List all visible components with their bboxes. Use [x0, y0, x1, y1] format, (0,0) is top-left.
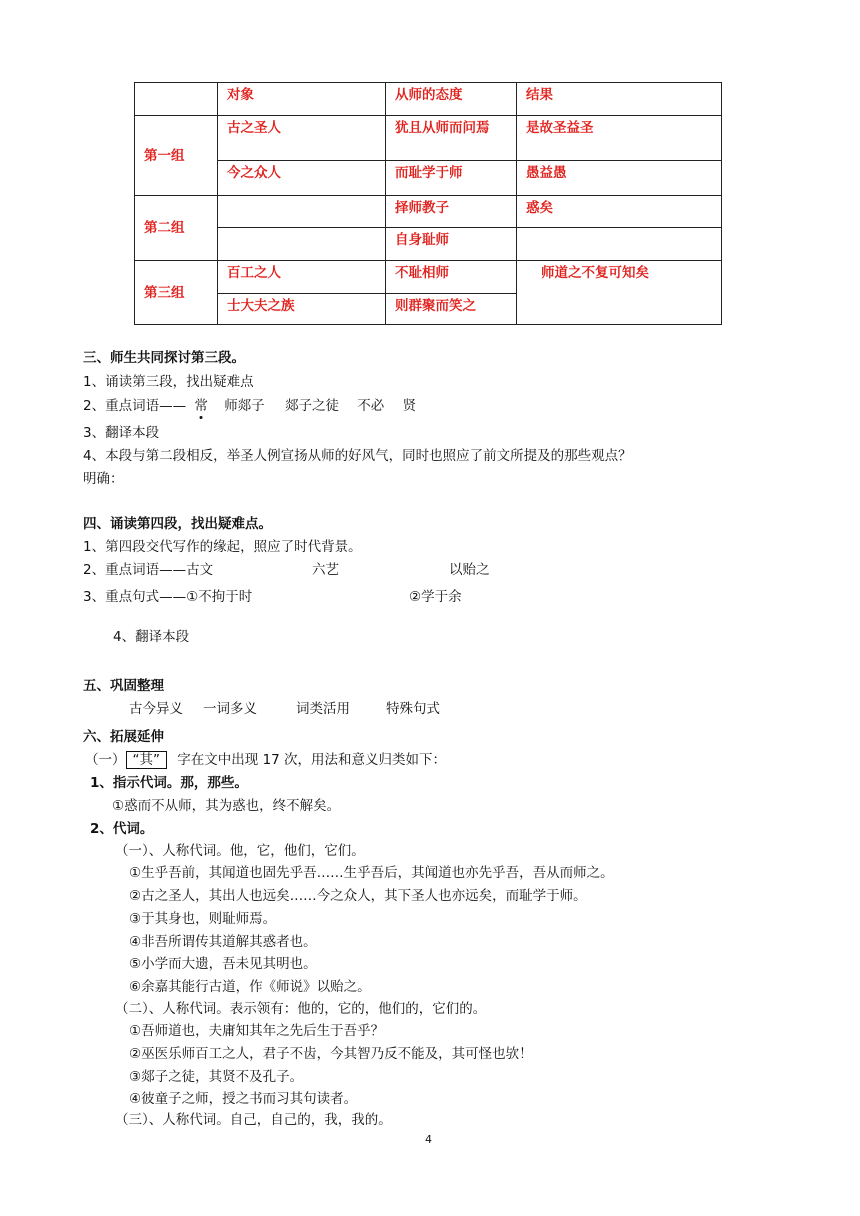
example-line: ③于其身也，则耻师焉。 — [129, 911, 277, 927]
table-cell — [218, 196, 386, 228]
example-line: ④彼童子之师，授之书而习其句读者。 — [129, 1091, 358, 1107]
example-line: ①生乎吾前，其闻道也固先乎吾……生乎吾后，其闻道也亦先乎吾，吾从而师之。 — [129, 865, 614, 881]
table-cell: 今之众人 — [218, 161, 386, 196]
table-row — [135, 161, 722, 196]
text-line: 1、第四段交代写作的缘起，照应了时代背景。 — [83, 539, 362, 555]
table-cell: 择师教子 — [386, 196, 517, 228]
text-line — [83, 397, 416, 415]
key-word: ②学于余 — [409, 589, 462, 605]
group-label: 第二组 — [135, 196, 218, 261]
point-heading: 2、代词。 — [90, 821, 154, 837]
text-line: 2、重点词语——古文 — [83, 562, 214, 578]
list-item: 词类活用 — [296, 701, 350, 717]
key-word: 不必 — [357, 398, 385, 414]
table-header-cell — [135, 83, 218, 116]
key-word: 师郯子 — [224, 398, 265, 414]
section-heading: 六、拓展延伸 — [83, 729, 164, 745]
boxed-char: “其” — [126, 751, 168, 769]
table-header-cell: 结果 — [517, 83, 722, 116]
example-line: ⑤小学而大遗，吾未见其明也。 — [129, 956, 317, 972]
table-row — [135, 116, 722, 161]
table-cell: 自身耻师 — [386, 228, 517, 261]
example-line: ③郯子之徒，其贤不及孔子。 — [129, 1069, 304, 1085]
key-word: 六艺 — [312, 562, 339, 578]
example-line: ①惑而不从师，其为惑也，终不解矣。 — [112, 798, 341, 814]
sub-heading: （一）、人称代词。他，它，他们，它们。 — [115, 843, 365, 859]
section-heading: 三、师生共同探讨第三段。 — [83, 350, 245, 366]
table-cell: 古之圣人 — [218, 116, 386, 161]
table-cell: 是故圣益圣 — [517, 116, 722, 161]
text-line: 明确： — [83, 471, 124, 487]
table-cell: 士大夫之族 — [218, 294, 386, 325]
table-cell: 不耻相师 — [386, 261, 517, 294]
table-cell: 犹且从师而问焉 — [386, 116, 517, 161]
text-line: 1、诵读第三段，找出疑难点 — [83, 374, 254, 390]
key-word: 贤 — [402, 398, 417, 414]
example-line: ②古之圣人，其出人也远矣……今之众人，其下圣人也亦远矣，而耻学于师。 — [129, 888, 587, 904]
example-line: ④非吾所谓传其道解其惑者也。 — [129, 934, 317, 950]
list-item: 一词多义 — [203, 701, 257, 717]
group-label: 第三组 — [135, 261, 218, 325]
table-cell: 则群聚而笑之 — [386, 294, 517, 325]
example-line: ②巫医乐师百工之人，君子不齿，今其智乃反不能及，其可怪也欤！ — [129, 1046, 533, 1062]
group-label: 第一组 — [135, 116, 218, 196]
table-cell: 师道之不复可知矣 — [517, 261, 722, 325]
table-row — [135, 196, 722, 228]
section-heading: 四、诵读第四段，找出疑难点。 — [83, 516, 272, 532]
table-row — [135, 228, 722, 261]
comparison-table — [134, 82, 722, 325]
section-heading: 五、巩固整理 — [83, 678, 164, 694]
text-line: 2、重点词语—— — [83, 398, 187, 414]
table-cell — [218, 228, 386, 261]
table-cell: 百工之人 — [218, 261, 386, 294]
text-line: 3、翻译本段 — [83, 425, 160, 441]
table-cell: 而耻学于师 — [386, 161, 517, 196]
text-line: 4、本段与第二段相反，举圣人例宣扬从师的好风气，同时也照应了前文所提及的那些观点？ — [83, 448, 632, 464]
table-cell: 愚益愚 — [517, 161, 722, 196]
table-row — [135, 83, 722, 116]
text-line: （一） — [85, 752, 126, 768]
text-line: 3、重点句式——①不拘于时 — [83, 589, 253, 605]
page-number: 4 — [425, 1133, 432, 1146]
example-line: ⑥余嘉其能行古道，作《师说》以贻之。 — [129, 979, 371, 995]
key-word: 以贻之 — [449, 562, 490, 578]
table-header-cell: 对象 — [218, 83, 386, 116]
text-line — [85, 751, 446, 769]
sub-heading: （二）、人称代词。表示领有：他的，它的，他们的，它们的。 — [115, 1001, 487, 1017]
table-row — [135, 261, 722, 294]
text-line: 4、翻译本段 — [113, 629, 190, 645]
table-cell — [517, 228, 722, 261]
table-cell: 惑矣 — [517, 196, 722, 228]
point-heading: 1、指示代词。那，那些。 — [90, 775, 248, 791]
list-item: 特殊句式 — [386, 701, 440, 717]
sub-heading: （三）、人称代词。自己，自己的，我，我的。 — [115, 1112, 392, 1128]
list-item: 古今异义 — [129, 701, 183, 717]
text-line: 字在文中出现 17 次，用法和意义归类如下： — [177, 752, 447, 768]
table-header-cell: 从师的态度 — [386, 83, 517, 116]
key-word: 常 — [194, 398, 208, 414]
key-word: 郯子之徒 — [284, 398, 339, 414]
example-line: ①吾师道也，夫庸知其年之先后生于吾乎？ — [129, 1023, 385, 1039]
